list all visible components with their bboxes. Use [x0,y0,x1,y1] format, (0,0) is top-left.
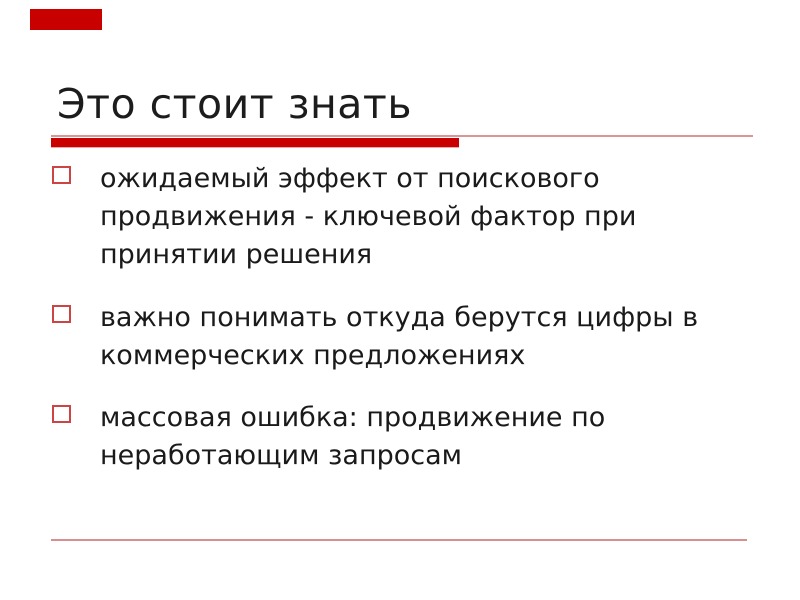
bullet-text-line: массовая ошибка: продвижение по [100,402,606,433]
square-bullet-icon [52,405,71,423]
bullet-text [100,160,636,274]
corner-accent-rect [30,9,102,30]
bullet-text [100,299,698,375]
title-underline-bar [51,138,459,148]
bullet-text-line: неработающим запросам [100,440,463,471]
slide-title: Это стоит знать [57,80,412,128]
bullet-text-line: продвижения - ключевой фактор при [100,201,637,232]
footer-rule [51,539,747,541]
square-bullet-icon [52,166,71,184]
bullet-text-line: важно понимать откуда берутся цифры в [100,302,699,333]
square-bullet-icon [52,305,71,323]
bullet-text-line: принятии решения [100,239,373,270]
bullet-text [100,399,605,475]
bullet-text-line: коммерческих предложениях [100,340,526,371]
title-underline-thin-rule [51,135,753,137]
bullet-text-line: ожидаемый эффект от поискового [100,163,600,194]
